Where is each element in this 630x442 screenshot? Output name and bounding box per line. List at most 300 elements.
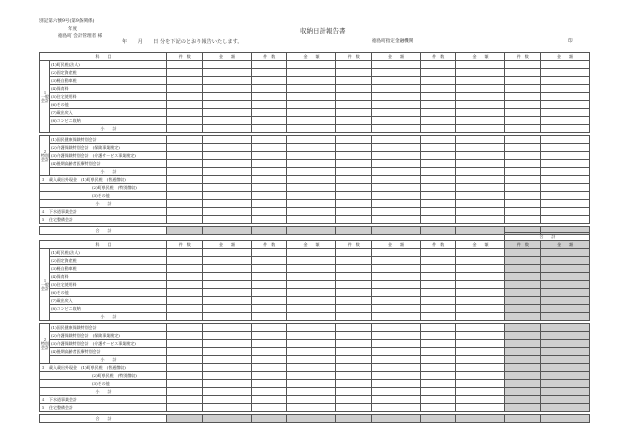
value-cell[interactable] (456, 160, 505, 168)
value-cell[interactable] (202, 176, 251, 184)
value-cell[interactable] (336, 192, 372, 200)
value-cell[interactable] (371, 348, 420, 356)
value-cell[interactable] (287, 289, 336, 297)
value-cell[interactable] (456, 184, 505, 192)
value-cell[interactable] (287, 415, 336, 423)
value-cell[interactable] (540, 273, 589, 281)
value-cell[interactable] (540, 85, 589, 93)
value-cell[interactable] (456, 77, 505, 85)
value-cell[interactable] (287, 324, 336, 332)
value-cell[interactable] (202, 396, 251, 404)
value-cell[interactable] (336, 404, 372, 412)
value-cell[interactable] (336, 396, 372, 404)
value-cell[interactable] (456, 324, 505, 332)
value-cell[interactable] (336, 208, 372, 216)
value-cell[interactable] (456, 289, 505, 297)
value-cell[interactable] (287, 152, 336, 160)
value-cell[interactable] (420, 364, 456, 372)
value-cell[interactable] (202, 85, 251, 93)
value-cell[interactable] (167, 85, 203, 93)
value-cell[interactable] (287, 125, 336, 133)
value-cell[interactable] (505, 117, 541, 125)
value-cell[interactable] (336, 184, 372, 192)
value-cell[interactable] (420, 160, 456, 168)
value-cell[interactable] (540, 404, 589, 412)
value-cell[interactable] (540, 396, 589, 404)
value-cell[interactable] (202, 281, 251, 289)
value-cell[interactable] (251, 160, 287, 168)
value-cell[interactable] (287, 208, 336, 216)
value-cell[interactable] (540, 208, 589, 216)
value-cell[interactable] (336, 305, 372, 313)
value-cell[interactable] (251, 364, 287, 372)
value-cell[interactable] (251, 192, 287, 200)
value-cell[interactable] (167, 415, 203, 423)
value-cell[interactable] (202, 101, 251, 109)
value-cell[interactable] (287, 380, 336, 388)
value-cell[interactable] (540, 77, 589, 85)
value-cell[interactable] (456, 340, 505, 348)
value-cell[interactable] (540, 176, 589, 184)
value-cell[interactable] (456, 85, 505, 93)
value-cell[interactable] (287, 340, 336, 348)
value-cell[interactable] (287, 305, 336, 313)
value-cell[interactable] (420, 192, 456, 200)
value-cell[interactable] (505, 257, 541, 265)
value-cell[interactable] (456, 117, 505, 125)
value-cell[interactable] (420, 305, 456, 313)
value-cell[interactable] (420, 388, 456, 396)
value-cell[interactable] (202, 117, 251, 125)
value-cell[interactable] (456, 200, 505, 208)
value-cell[interactable] (505, 216, 541, 224)
value-cell[interactable] (167, 396, 203, 404)
value-cell[interactable] (167, 356, 203, 364)
value-cell[interactable] (251, 289, 287, 297)
value-cell[interactable] (456, 380, 505, 388)
value-cell[interactable] (540, 372, 589, 380)
value-cell[interactable] (251, 117, 287, 125)
value-cell[interactable] (202, 348, 251, 356)
value-cell[interactable] (287, 136, 336, 144)
value-cell[interactable] (456, 348, 505, 356)
value-cell[interactable] (456, 332, 505, 340)
value-cell[interactable] (202, 208, 251, 216)
value-cell[interactable] (456, 93, 505, 101)
value-cell[interactable] (456, 101, 505, 109)
value-cell[interactable] (336, 265, 372, 273)
value-cell[interactable] (251, 380, 287, 388)
value-cell[interactable] (371, 297, 420, 305)
value-cell[interactable] (456, 356, 505, 364)
value-cell[interactable] (202, 93, 251, 101)
value-cell[interactable] (202, 184, 251, 192)
value-cell[interactable] (251, 332, 287, 340)
value-cell[interactable] (251, 265, 287, 273)
value-cell[interactable] (251, 101, 287, 109)
value-cell[interactable] (371, 332, 420, 340)
value-cell[interactable] (202, 160, 251, 168)
value-cell[interactable] (251, 305, 287, 313)
value-cell[interactable] (167, 281, 203, 289)
value-cell[interactable] (505, 332, 541, 340)
value-cell[interactable] (540, 61, 589, 69)
value-cell[interactable] (251, 77, 287, 85)
value-cell[interactable] (336, 415, 372, 423)
value-cell[interactable] (371, 200, 420, 208)
value-cell[interactable] (371, 289, 420, 297)
value-cell[interactable] (251, 109, 287, 117)
value-cell[interactable] (420, 265, 456, 273)
value-cell[interactable] (202, 297, 251, 305)
value-cell[interactable] (336, 136, 372, 144)
value-cell[interactable] (287, 388, 336, 396)
value-cell[interactable] (287, 93, 336, 101)
value-cell[interactable] (202, 404, 251, 412)
value-cell[interactable] (505, 356, 541, 364)
value-cell[interactable] (251, 69, 287, 77)
value-cell[interactable] (287, 257, 336, 265)
value-cell[interactable] (371, 208, 420, 216)
value-cell[interactable] (167, 265, 203, 273)
value-cell[interactable] (167, 101, 203, 109)
value-cell[interactable] (202, 200, 251, 208)
value-cell[interactable] (505, 61, 541, 69)
value-cell[interactable] (336, 273, 372, 281)
value-cell[interactable] (287, 117, 336, 125)
value-cell[interactable] (371, 281, 420, 289)
value-cell[interactable] (251, 216, 287, 224)
value-cell[interactable] (167, 168, 203, 176)
value-cell[interactable] (456, 109, 505, 117)
value-cell[interactable] (336, 109, 372, 117)
value-cell[interactable] (202, 192, 251, 200)
value-cell[interactable] (287, 356, 336, 364)
value-cell[interactable] (420, 396, 456, 404)
value-cell[interactable] (371, 380, 420, 388)
value-cell[interactable] (371, 372, 420, 380)
value-cell[interactable] (371, 415, 420, 423)
value-cell[interactable] (251, 356, 287, 364)
value-cell[interactable] (456, 273, 505, 281)
value-cell[interactable] (336, 289, 372, 297)
value-cell[interactable] (540, 200, 589, 208)
value-cell[interactable] (287, 364, 336, 372)
value-cell[interactable] (505, 340, 541, 348)
value-cell[interactable] (456, 176, 505, 184)
value-cell[interactable] (505, 388, 541, 396)
value-cell[interactable] (251, 208, 287, 216)
value-cell[interactable] (251, 404, 287, 412)
value-cell[interactable] (167, 184, 203, 192)
value-cell[interactable] (202, 257, 251, 265)
value-cell[interactable] (456, 69, 505, 77)
value-cell[interactable] (167, 380, 203, 388)
value-cell[interactable] (420, 176, 456, 184)
value-cell[interactable] (505, 200, 541, 208)
value-cell[interactable] (420, 136, 456, 144)
value-cell[interactable] (202, 332, 251, 340)
value-cell[interactable] (251, 125, 287, 133)
value-cell[interactable] (336, 101, 372, 109)
value-cell[interactable] (251, 388, 287, 396)
value-cell[interactable] (505, 281, 541, 289)
value-cell[interactable] (505, 160, 541, 168)
value-cell[interactable] (371, 176, 420, 184)
value-cell[interactable] (540, 415, 589, 423)
value-cell[interactable] (287, 249, 336, 257)
value-cell[interactable] (456, 152, 505, 160)
value-cell[interactable] (371, 61, 420, 69)
value-cell[interactable] (202, 313, 251, 321)
value-cell[interactable] (251, 152, 287, 160)
value-cell[interactable] (371, 356, 420, 364)
value-cell[interactable] (202, 364, 251, 372)
value-cell[interactable] (540, 136, 589, 144)
value-cell[interactable] (505, 364, 541, 372)
value-cell[interactable] (167, 324, 203, 332)
value-cell[interactable] (336, 313, 372, 321)
value-cell[interactable] (167, 332, 203, 340)
value-cell[interactable] (456, 297, 505, 305)
value-cell[interactable] (540, 348, 589, 356)
value-cell[interactable] (540, 216, 589, 224)
value-cell[interactable] (167, 109, 203, 117)
value-cell[interactable] (371, 216, 420, 224)
value-cell[interactable] (420, 356, 456, 364)
value-cell[interactable] (167, 136, 203, 144)
value-cell[interactable] (540, 101, 589, 109)
value-cell[interactable] (251, 396, 287, 404)
value-cell[interactable] (540, 257, 589, 265)
value-cell[interactable] (202, 168, 251, 176)
value-cell[interactable] (336, 93, 372, 101)
value-cell[interactable] (371, 125, 420, 133)
value-cell[interactable] (420, 144, 456, 152)
value-cell[interactable] (505, 69, 541, 77)
value-cell[interactable] (505, 348, 541, 356)
value-cell[interactable] (251, 184, 287, 192)
value-cell[interactable] (420, 324, 456, 332)
value-cell[interactable] (456, 313, 505, 321)
value-cell[interactable] (420, 257, 456, 265)
value-cell[interactable] (456, 216, 505, 224)
value-cell[interactable] (167, 216, 203, 224)
value-cell[interactable] (505, 324, 541, 332)
value-cell[interactable] (505, 313, 541, 321)
value-cell[interactable] (167, 69, 203, 77)
value-cell[interactable] (456, 388, 505, 396)
value-cell[interactable] (336, 348, 372, 356)
value-cell[interactable] (420, 281, 456, 289)
value-cell[interactable] (456, 404, 505, 412)
value-cell[interactable] (336, 168, 372, 176)
value-cell[interactable] (456, 168, 505, 176)
value-cell[interactable] (167, 61, 203, 69)
value-cell[interactable] (287, 61, 336, 69)
value-cell[interactable] (540, 388, 589, 396)
value-cell[interactable] (251, 324, 287, 332)
value-cell[interactable] (336, 216, 372, 224)
value-cell[interactable] (540, 281, 589, 289)
value-cell[interactable] (371, 77, 420, 85)
value-cell[interactable] (251, 144, 287, 152)
value-cell[interactable] (540, 160, 589, 168)
value-cell[interactable] (371, 305, 420, 313)
value-cell[interactable] (251, 93, 287, 101)
value-cell[interactable] (167, 160, 203, 168)
value-cell[interactable] (505, 144, 541, 152)
value-cell[interactable] (202, 216, 251, 224)
value-cell[interactable] (371, 324, 420, 332)
value-cell[interactable] (505, 93, 541, 101)
value-cell[interactable] (420, 289, 456, 297)
value-cell[interactable] (251, 415, 287, 423)
value-cell[interactable] (540, 324, 589, 332)
value-cell[interactable] (371, 396, 420, 404)
value-cell[interactable] (251, 257, 287, 265)
value-cell[interactable] (371, 69, 420, 77)
value-cell[interactable] (420, 152, 456, 160)
value-cell[interactable] (420, 93, 456, 101)
value-cell[interactable] (420, 372, 456, 380)
value-cell[interactable] (202, 380, 251, 388)
value-cell[interactable] (371, 265, 420, 273)
value-cell[interactable] (202, 388, 251, 396)
value-cell[interactable] (371, 136, 420, 144)
value-cell[interactable] (202, 125, 251, 133)
value-cell[interactable] (420, 404, 456, 412)
value-cell[interactable] (167, 77, 203, 85)
value-cell[interactable] (456, 208, 505, 216)
value-cell[interactable] (287, 69, 336, 77)
value-cell[interactable] (505, 176, 541, 184)
value-cell[interactable] (371, 184, 420, 192)
value-cell[interactable] (505, 305, 541, 313)
value-cell[interactable] (336, 176, 372, 184)
value-cell[interactable] (505, 192, 541, 200)
value-cell[interactable] (287, 160, 336, 168)
value-cell[interactable] (336, 69, 372, 77)
value-cell[interactable] (336, 380, 372, 388)
value-cell[interactable] (336, 297, 372, 305)
value-cell[interactable] (167, 144, 203, 152)
value-cell[interactable] (167, 200, 203, 208)
value-cell[interactable] (336, 340, 372, 348)
value-cell[interactable] (456, 249, 505, 257)
value-cell[interactable] (371, 257, 420, 265)
value-cell[interactable] (505, 404, 541, 412)
value-cell[interactable] (456, 305, 505, 313)
value-cell[interactable] (540, 364, 589, 372)
value-cell[interactable] (540, 184, 589, 192)
value-cell[interactable] (202, 289, 251, 297)
value-cell[interactable] (540, 340, 589, 348)
value-cell[interactable] (336, 364, 372, 372)
value-cell[interactable] (167, 273, 203, 281)
value-cell[interactable] (505, 380, 541, 388)
value-cell[interactable] (371, 388, 420, 396)
value-cell[interactable] (287, 396, 336, 404)
value-cell[interactable] (505, 152, 541, 160)
value-cell[interactable] (540, 192, 589, 200)
value-cell[interactable] (287, 192, 336, 200)
value-cell[interactable] (540, 313, 589, 321)
value-cell[interactable] (420, 109, 456, 117)
value-cell[interactable] (167, 192, 203, 200)
value-cell[interactable] (505, 396, 541, 404)
value-cell[interactable] (287, 85, 336, 93)
value-cell[interactable] (336, 281, 372, 289)
value-cell[interactable] (540, 152, 589, 160)
value-cell[interactable] (336, 160, 372, 168)
value-cell[interactable] (287, 168, 336, 176)
value-cell[interactable] (540, 249, 589, 257)
value-cell[interactable] (505, 273, 541, 281)
value-cell[interactable] (420, 168, 456, 176)
value-cell[interactable] (167, 297, 203, 305)
value-cell[interactable] (202, 265, 251, 273)
value-cell[interactable] (287, 332, 336, 340)
value-cell[interactable] (420, 273, 456, 281)
value-cell[interactable] (420, 85, 456, 93)
value-cell[interactable] (456, 372, 505, 380)
value-cell[interactable] (505, 289, 541, 297)
value-cell[interactable] (336, 324, 372, 332)
value-cell[interactable] (336, 61, 372, 69)
value-cell[interactable] (420, 117, 456, 125)
value-cell[interactable] (167, 289, 203, 297)
value-cell[interactable] (251, 200, 287, 208)
value-cell[interactable] (420, 61, 456, 69)
value-cell[interactable] (336, 332, 372, 340)
value-cell[interactable] (287, 313, 336, 321)
value-cell[interactable] (202, 372, 251, 380)
value-cell[interactable] (456, 364, 505, 372)
value-cell[interactable] (251, 61, 287, 69)
value-cell[interactable] (540, 297, 589, 305)
value-cell[interactable] (167, 340, 203, 348)
value-cell[interactable] (505, 136, 541, 144)
value-cell[interactable] (371, 404, 420, 412)
value-cell[interactable] (420, 200, 456, 208)
value-cell[interactable] (287, 200, 336, 208)
value-cell[interactable] (505, 85, 541, 93)
value-cell[interactable] (167, 117, 203, 125)
value-cell[interactable] (336, 249, 372, 257)
value-cell[interactable] (251, 168, 287, 176)
value-cell[interactable] (540, 117, 589, 125)
value-cell[interactable] (202, 356, 251, 364)
value-cell[interactable] (336, 125, 372, 133)
value-cell[interactable] (456, 192, 505, 200)
value-cell[interactable] (371, 93, 420, 101)
value-cell[interactable] (251, 297, 287, 305)
value-cell[interactable] (540, 125, 589, 133)
value-cell[interactable] (540, 93, 589, 101)
value-cell[interactable] (202, 77, 251, 85)
value-cell[interactable] (251, 313, 287, 321)
value-cell[interactable] (540, 332, 589, 340)
value-cell[interactable] (287, 144, 336, 152)
value-cell[interactable] (456, 257, 505, 265)
value-cell[interactable] (202, 249, 251, 257)
value-cell[interactable] (371, 160, 420, 168)
value-cell[interactable] (287, 77, 336, 85)
value-cell[interactable] (287, 273, 336, 281)
value-cell[interactable] (167, 93, 203, 101)
value-cell[interactable] (456, 415, 505, 423)
